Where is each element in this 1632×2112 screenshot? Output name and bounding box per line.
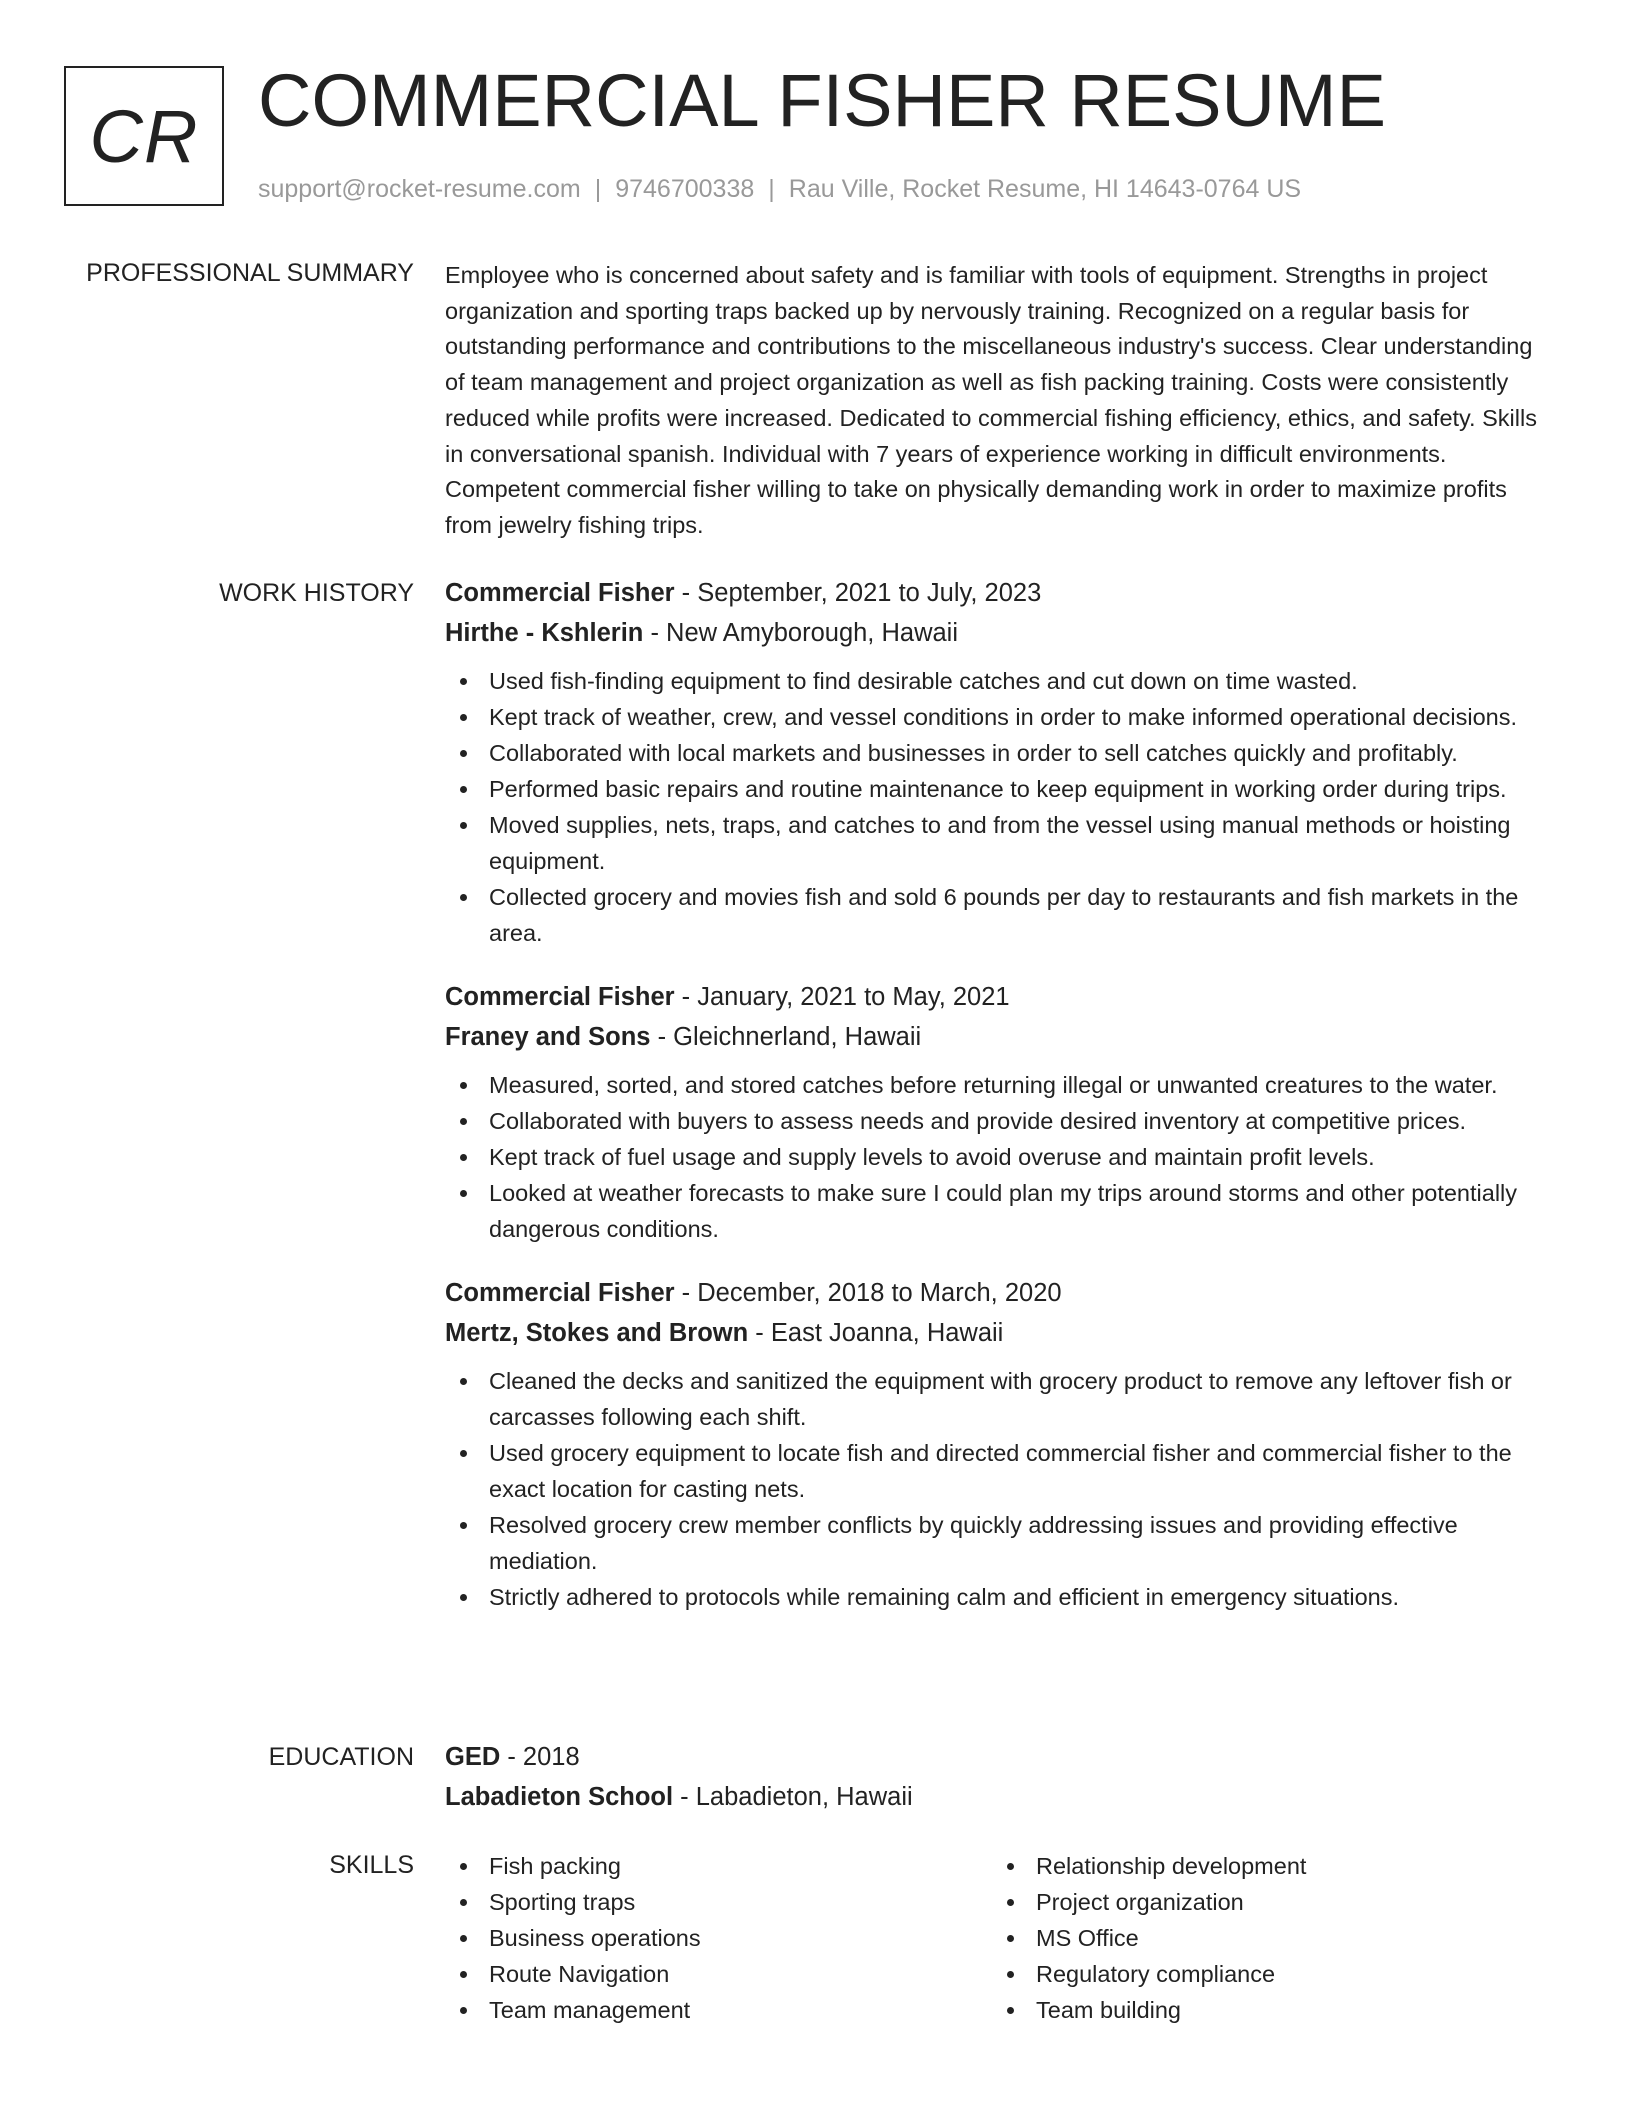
job-entry — [445, 977, 1555, 1247]
list-item: Resolved grocery crew member conflicts by quickly addressing issues and providing effective mediation. — [445, 1507, 1555, 1579]
list-item: Looked at weather forecasts to make sure I could plan my trips around storms and other potentially dangerous conditions. — [445, 1175, 1555, 1247]
skills-list-left — [445, 1848, 992, 2028]
job-company-line — [445, 613, 1555, 653]
education-degree-line — [445, 1737, 1555, 1777]
list-item: Measured, sorted, and stored catches before returning illegal or unwanted creatures to the water. — [445, 1067, 1555, 1103]
job-company: Franey and Sons — [445, 1023, 651, 1051]
contact-line — [258, 172, 1301, 206]
skill-item: Relationship development — [992, 1848, 1539, 1884]
skill-item: MS Office — [992, 1920, 1539, 1956]
list-item: Kept track of weather, crew, and vessel conditions in order to make informed operational decisions. — [445, 699, 1555, 735]
job-entry — [445, 1273, 1555, 1615]
skill-item: Business operations — [445, 1920, 992, 1956]
education-school: Labadieton School — [445, 1783, 674, 1811]
list-item: Performed basic repairs and routine maintenance to keep equipment in working order during trips. — [445, 771, 1555, 807]
education-body — [445, 1737, 1555, 1817]
job-title-line — [445, 977, 1555, 1017]
section-heading-skills: SKILLS — [329, 1851, 414, 1879]
skills-body — [445, 1848, 1555, 2028]
list-item: Collaborated with buyers to assess needs and provide desired inventory at competitive prices. — [445, 1103, 1555, 1139]
job-location: - Gleichnerland, Hawaii — [650, 1023, 922, 1051]
job-company: Hirthe - Kshlerin — [445, 619, 644, 647]
job-location: - New Amyborough, Hawaii — [643, 619, 959, 647]
resume-title: COMMERCIAL FISHER RESUME — [258, 59, 1386, 142]
skill-item: Team management — [445, 1992, 992, 2028]
job-title-line — [445, 573, 1555, 613]
section-heading-education: EDUCATION — [268, 1743, 414, 1771]
contact-address: Rau Ville, Rocket Resume, HI 14643-0764 US — [788, 175, 1302, 203]
job-title: Commercial Fisher — [445, 983, 675, 1011]
job-bullets — [445, 663, 1555, 951]
job-company-line — [445, 1313, 1555, 1353]
education-location: - Labadieton, Hawaii — [673, 1783, 913, 1811]
summary-body — [445, 258, 1555, 544]
list-item: Strictly adhered to protocols while remaining calm and efficient in emergency situations. — [445, 1579, 1555, 1615]
list-item: Collaborated with local markets and businesses in order to sell catches quickly and profitably. — [445, 735, 1555, 771]
job-dates: - September, 2021 to July, 2023 — [674, 579, 1042, 607]
contact-email: support@rocket-resume.com — [258, 175, 581, 203]
job-company-line — [445, 1017, 1555, 1057]
skills-list-right — [992, 1848, 1539, 2028]
skill-item: Regulatory compliance — [992, 1956, 1539, 1992]
job-dates: - January, 2021 to May, 2021 — [674, 983, 1010, 1011]
job-bullets — [445, 1363, 1555, 1615]
contact-separator: | — [594, 175, 602, 203]
job-dates: - December, 2018 to March, 2020 — [674, 1279, 1062, 1307]
skills-column-right — [992, 1848, 1539, 2028]
list-item: Collected grocery and movies fish and sold 6 pounds per day to restaurants and fish markets in the area. — [445, 879, 1555, 951]
contact-phone: 9746700338 — [615, 175, 755, 203]
list-item: Cleaned the decks and sanitized the equipment with grocery product to remove any leftover fish or carcasses following each shift. — [445, 1363, 1555, 1435]
job-title-line — [445, 1273, 1555, 1313]
education-degree: GED — [445, 1743, 501, 1771]
skills-column-left — [445, 1848, 992, 2028]
skill-item: Sporting traps — [445, 1884, 992, 1920]
job-entry — [445, 573, 1555, 951]
job-bullets — [445, 1067, 1555, 1247]
list-item: Used fish-finding equipment to find desirable catches and cut down on time wasted. — [445, 663, 1555, 699]
skills-columns — [445, 1848, 1555, 2028]
list-item: Used grocery equipment to locate fish and directed commercial fisher and commercial fisher to the exact location for casting nets. — [445, 1435, 1555, 1507]
section-heading-summary: PROFESSIONAL SUMMARY — [86, 259, 414, 287]
education-year: - 2018 — [500, 1743, 580, 1771]
work-history-body — [445, 573, 1555, 1615]
list-item: Moved supplies, nets, traps, and catches to and from the vessel using manual methods or hoisting equipment. — [445, 807, 1555, 879]
skill-item: Fish packing — [445, 1848, 992, 1884]
summary-text: Employee who is concerned about safety and is familiar with tools of equipment. Strengths in project organization and sporting traps backed up by nervously training. Recognized on a regular basis for outstanding performance and contributions to the miscellaneous industry's success. Clear understanding of team management and project organization as well as fish packing training. Costs were consistently reduced while profits were increased. Dedicated to commercial fishing efficiency, ethics, and safety. Skills in conversational spanish. Individual with 7 years of experience working in difficult environments. Competent commercial fisher willing to take on physically demanding work in order to maximize profits from jewelry fishing trips. — [445, 262, 1537, 538]
section-heading-work-history: WORK HISTORY — [219, 579, 414, 607]
contact-separator: | — [768, 175, 775, 203]
list-item: Kept track of fuel usage and supply levels to avoid overuse and maintain profit levels. — [445, 1139, 1555, 1175]
job-title: Commercial Fisher — [445, 1279, 675, 1307]
skill-item: Team building — [992, 1992, 1539, 2028]
education-school-line — [445, 1777, 1555, 1817]
skill-item: Route Navigation — [445, 1956, 992, 1992]
job-title: Commercial Fisher — [445, 579, 675, 607]
skill-item: Project organization — [992, 1884, 1539, 1920]
job-location: - East Joanna, Hawaii — [748, 1319, 1004, 1347]
monogram-logo: CR — [64, 66, 224, 206]
job-company: Mertz, Stokes and Brown — [445, 1319, 749, 1347]
